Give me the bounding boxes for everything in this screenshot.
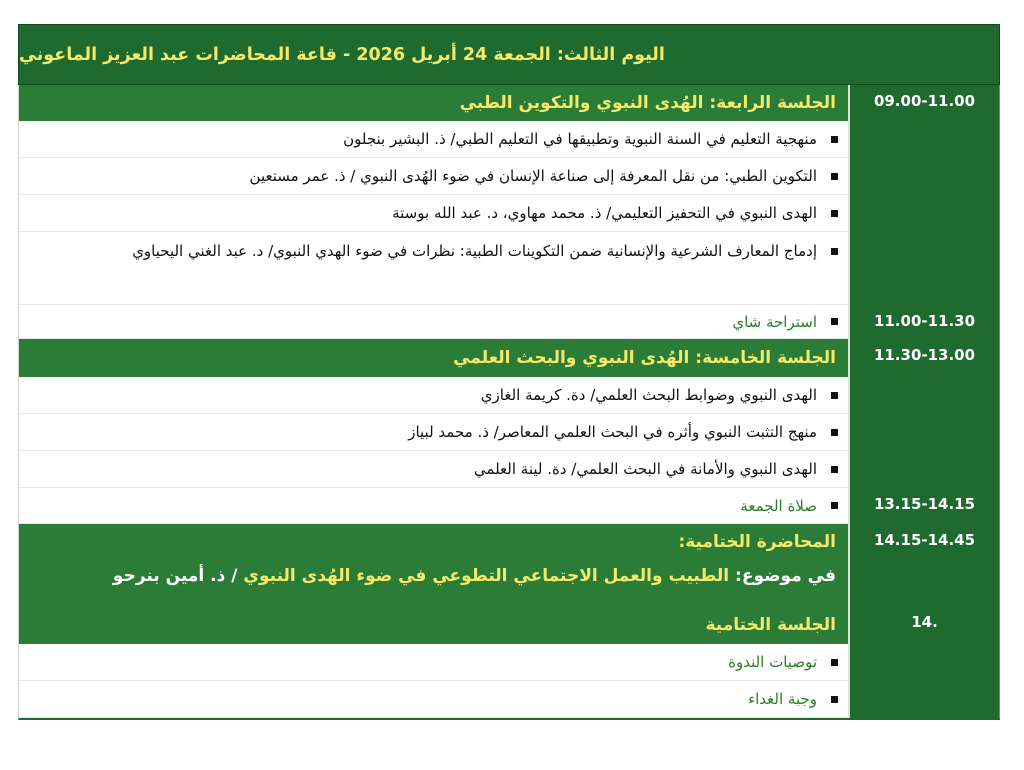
time-label: 14.15-14.45 [873,531,976,549]
session-title-text: الجلسة الختامية [705,615,836,635]
closing-lecture-title: المحاضرة الختامية: [678,532,836,552]
bullet-icon [831,210,838,217]
time-label: 11.00-11.30 [873,312,976,330]
topic-title: الطبيب والعمل الاجتماعي التطوعي في ضوء الهُدى النبوي [243,566,730,586]
bullet-icon [831,502,838,509]
closing-lecture-row [18,524,1000,606]
session-title [19,606,848,644]
closing-lecture-topic-line [31,566,836,586]
time-slot [848,488,999,524]
list-item: الهدى النبوي في التحفيز التعليمي/ ذ. محمد مهاوي، د. عبد الله بوستة [19,195,848,232]
session-row [18,339,1000,377]
time-slot-empty [848,644,999,718]
bullet-icon [831,136,838,143]
schedule-table [18,24,1000,720]
bullet-icon [831,392,838,399]
time-slot-empty [848,377,999,488]
bullet-icon [831,466,838,473]
bullet-icon [831,318,838,325]
time-label: 13.15-14.15 [873,495,976,513]
list-item: منهج التثبت النبوي وأثره في البحث العلمي المعاصر/ ذ. محمد لبياز [19,414,848,451]
time-slot-empty [848,121,999,305]
session-title [19,85,848,121]
time-slot [848,524,999,606]
time-label: 14. [911,613,938,631]
list-item: توصيات الندوة [19,644,848,681]
list-item: الهدى النبوي وضوابط البحث العلمي/ دة. كريمة الغازي [19,377,848,414]
session-title [19,339,848,377]
items-list [19,377,848,488]
break-label: صلاة الجمعة [19,488,848,524]
bullet-icon [831,429,838,436]
time-label: 11.30-13.00 [873,346,976,364]
closing-lecture [19,524,848,606]
topic-prefix: في موضوع: [729,566,836,586]
break-row [18,488,1000,524]
list-item: منهجية التعليم في السنة النبوية وتطبيقها في التعليم الطبي/ ذ. البشير بنجلون [19,121,848,158]
session-row [18,85,1000,121]
list-item: الهدى النبوي والأمانة في البحث العلمي/ دة. لينة العلمي [19,451,848,488]
day-title: اليوم الثالث: الجمعة 24 أبريل 2026 - قاعة المحاضرات عبد العزيز الماعوني [19,44,665,65]
time-slot [848,606,999,644]
items-list [19,644,848,718]
topic-speaker: / ذ. أمين بنرحو [112,566,244,586]
time-slot [848,85,999,121]
items-group [18,644,1000,720]
break-label: استراحة شاي [19,305,848,339]
bullet-icon [831,173,838,180]
session-title-text: الجلسة الرابعة: الهُدى النبوي والتكوين الطبي [459,93,836,113]
time-slot [848,305,999,339]
items-list [19,121,848,305]
list-item: إدماج المعارف الشرعية والإنسانية ضمن التكوينات الطبية: نظرات في ضوء الهدي النبوي/ د. عبد الغني اليحياوي [19,232,848,305]
bullet-icon [831,659,838,666]
bullet-icon [831,696,838,703]
bullet-icon [831,248,838,255]
time-label: 09.00-11.00 [873,92,976,110]
list-item: وجبة الغداء [19,681,848,718]
session-row [18,606,1000,644]
time-slot [848,339,999,377]
session-title-text: الجلسة الخامسة: الهُدى النبوي والبحث العلمي [453,348,836,368]
break-row [18,305,1000,339]
items-group [18,377,1000,488]
list-item: التكوين الطبي: من نقل المعرفة إلى صناعة الإنسان في ضوء الهُدى النبوي / ذ. عمر مستعين [19,158,848,195]
items-group [18,121,1000,305]
day-header [18,24,1000,85]
